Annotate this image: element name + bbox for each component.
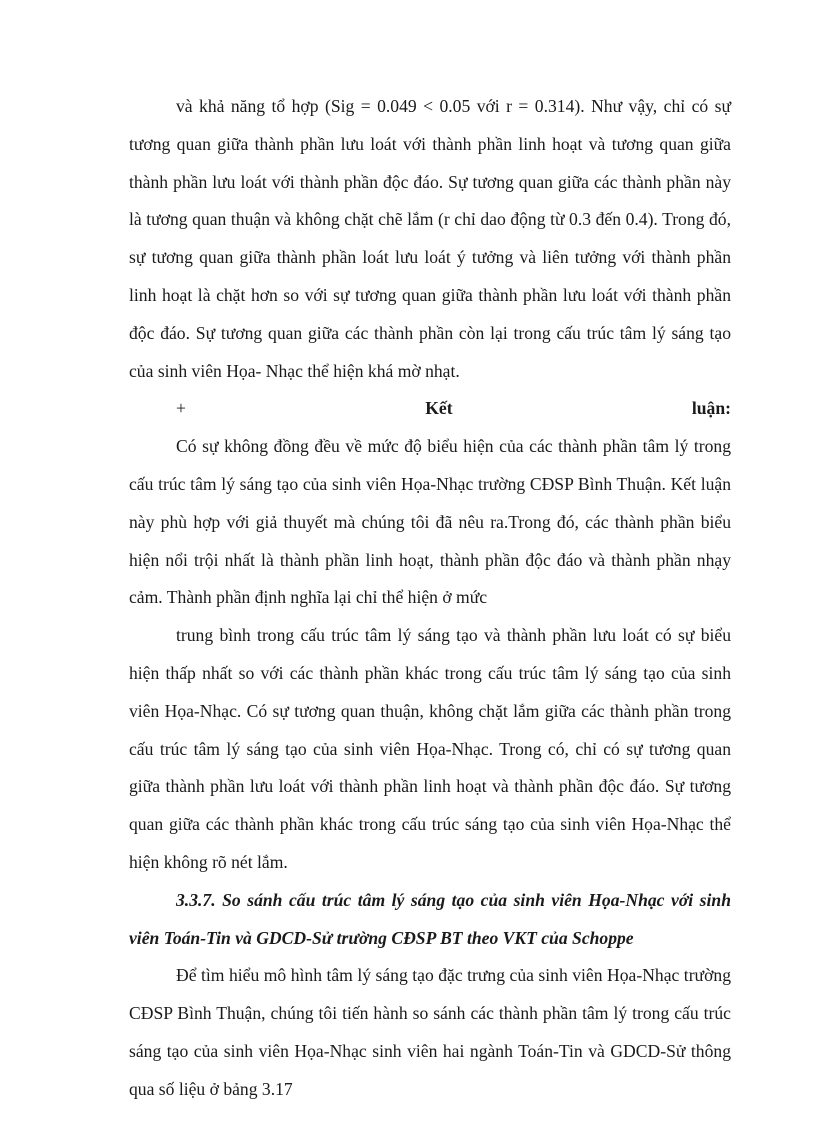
conclusion-word-luan: luận: (691, 398, 731, 419)
conclusion-heading (129, 390, 731, 428)
conclusion-word-ket: Kết (425, 398, 453, 419)
paragraph-conclusion-1: Có sự không đồng đều về mức độ biểu hiện của các thành phần tâm lý trong cấu trúc tâm lý sáng tạo của sinh viên Họa-Nhạc trường CĐSP Bình Thuận. Kết luận này phù hợp với giả thuyết mà chúng tôi đã nêu ra.Trong đó, các thành phần biểu hiện nổi trội nhất là thành phần linh hoạt, thành phần độc đáo và thành phần nhạy cảm. Thành phần định nghĩa lại chỉ thể hiện ở mức (129, 436, 731, 608)
section-heading-3-3-7: 3.3.7. So sánh cấu trúc tâm lý sáng tạo của sinh viên Họa-Nhạc với sinh viên Toán-Tin và GDCD-Sử trường CĐSP BT theo VKT của Schoppe (129, 889, 731, 948)
paragraph-correlation-summary: và khả năng tổ hợp (Sig = 0.049 < 0.05 với r = 0.314). Như vậy, chỉ có sự tương quan giữa thành phần lưu loát với thành phần linh hoạt và tương quan giữa thành phần lưu loát với thành phần độc đáo. Sự tương quan giữa các thành phần này là tương quan thuận và không chặt chẽ lắm (r chỉ dao động từ 0.3 đến 0.4). Trong đó, sự tương quan giữa thành phần loát lưu loát ý tưởng và liên tưởng với thành phần linh hoạt là chặt hơn so với sự tương quan giữa thành phần lưu loát với thành phần độc đáo. Sự tương quan giữa các thành phần còn lại trong cấu trúc tâm lý sáng tạo của sinh viên Họa- Nhạc thể hiện khá mờ nhạt. (129, 96, 731, 381)
paragraph-comparison-intro: Để tìm hiểu mô hình tâm lý sáng tạo đặc trưng của sinh viên Họa-Nhạc trường CĐSP Bình Thuận, chúng tôi tiến hành so sánh các thành phần tâm lý trong cấu trúc sáng tạo của sinh viên Họa-Nhạc sinh viên hai ngành Toán-Tin và GDCD-Sử thông qua số liệu ở bảng 3.17 (129, 965, 731, 1099)
paragraph-conclusion-2: trung bình trong cấu trúc tâm lý sáng tạo và thành phần lưu loát có sự biểu hiện thấp nhất so với các thành phần khác trong cấu trúc tâm lý sáng tạo của sinh viên Họa-Nhạc. Có sự tương quan thuận, không chặt lắm giữa các thành phần trong cấu trúc tâm lý sáng tạo của sinh viên Họa-Nhạc. Trong có, chỉ có sự tương quan giữa thành phần lưu loát với thành phần linh hoạt và thành phần độc đáo. Sự tương quan giữa các thành phần khác trong cấu trúc sáng tạo của sinh viên Họa-Nhạc thể hiện không rõ nét lắm. (129, 625, 731, 872)
conclusion-plus-marker: + (176, 398, 186, 419)
document-body (129, 88, 731, 1109)
